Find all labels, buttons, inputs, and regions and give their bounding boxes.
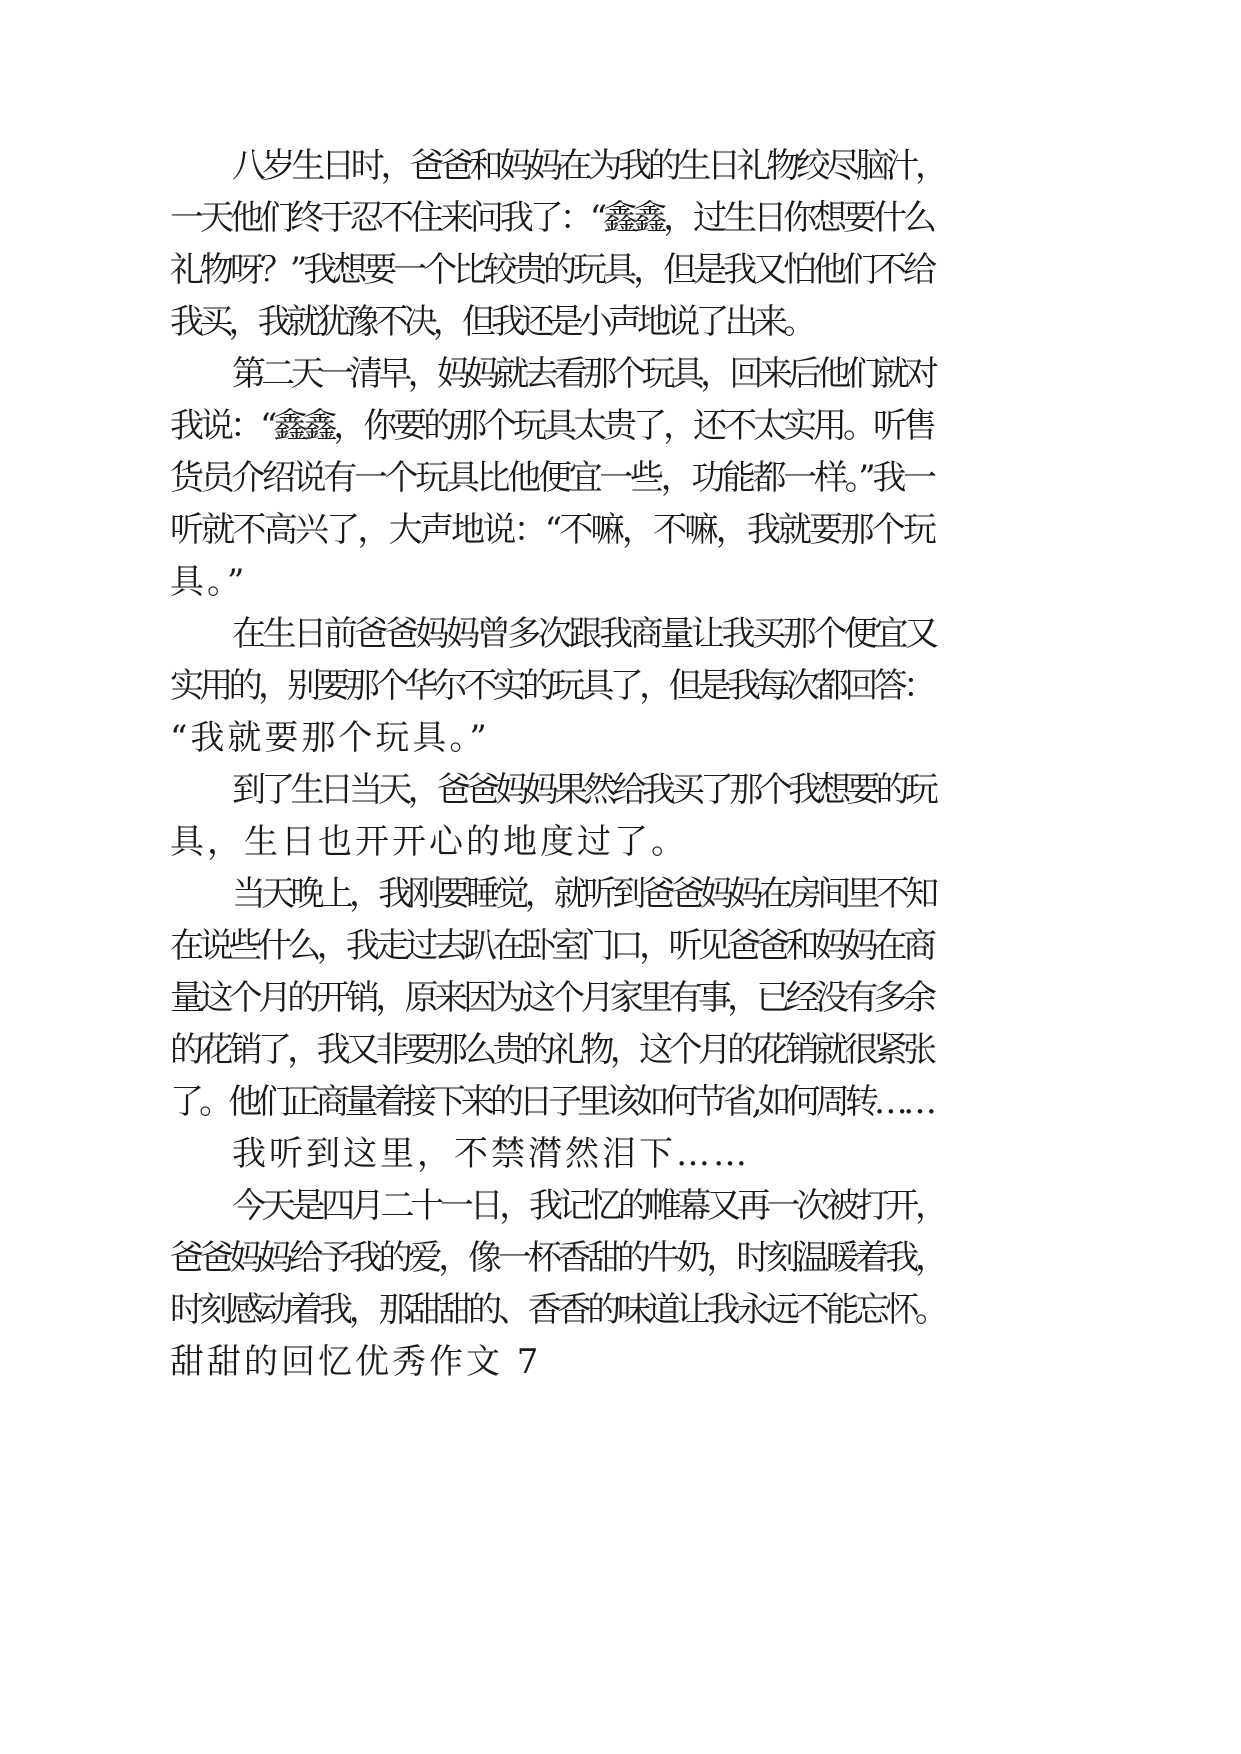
text-line-content: 具，生日也开开心的地度过了。 — [170, 822, 688, 862]
text-line — [0, 1030, 1241, 1070]
text-line — [0, 510, 1241, 550]
text-line-content: 在说些什么，我走过去趴在卧室门口，听见爸爸和妈妈在商 — [170, 926, 933, 966]
text-line-content: 量这个月的开销，原来因为这个月家里有事，已经没有多余 — [170, 978, 933, 1018]
text-line — [0, 1186, 1241, 1226]
text-line-content: 我听到这里，不禁潸然泪下…… — [232, 1134, 750, 1174]
text-line-content: 在生日前爸爸妈妈曾多次跟我商量让我买那个便宜又 — [232, 614, 936, 654]
text-line-content: 今天是四月二十一日，我记忆的帷幕又再一次被打开， — [232, 1186, 945, 1226]
text-line-content: 听就不高兴了，大声地说：“不嘛，不嘛，我就要那个玩 — [170, 510, 935, 550]
text-line — [0, 770, 1241, 810]
text-line — [0, 614, 1241, 654]
text-line-content: 具。” — [170, 562, 248, 602]
text-line — [0, 1134, 1241, 1174]
text-line-content: 货员介绍说有一个玩具比他便宜一些，功能都一样。”我一 — [170, 458, 934, 498]
text-line — [0, 458, 1241, 498]
text-line — [0, 198, 1241, 238]
text-line — [0, 926, 1241, 966]
text-line-content: 我买，我就犹豫不决，但我还是小声地说了出来。 — [170, 302, 813, 342]
text-line-content: 第二天一清早，妈妈就去看那个玩具，回来后他们就对 — [232, 354, 935, 394]
text-line-content: “我就要那个玩具。” — [170, 718, 490, 758]
text-line — [0, 406, 1241, 446]
text-line-content: 实用的，别要那个华尔不实的玩具了，但是我每次都回答： — [170, 666, 933, 706]
text-line — [0, 874, 1241, 914]
text-line — [0, 666, 1241, 706]
text-line — [0, 302, 1241, 342]
section-heading — [0, 1342, 1241, 1382]
text-line — [0, 354, 1241, 394]
text-line — [0, 562, 1241, 602]
text-line-content: 时刻感动着我，那甜甜的、香香的味道让我永远不能忘怀。 — [170, 1290, 945, 1330]
text-line-content: 八岁生日时，爸爸和妈妈在为我的生日礼物绞尽脑汁， — [232, 146, 945, 186]
text-line — [0, 718, 1241, 758]
heading-text: 甜甜的回忆优秀作文 7 — [170, 1342, 542, 1382]
text-line — [0, 1290, 1241, 1330]
text-line-content: 我说：“鑫鑫，你要的那个玩具太贵了，还不太实用。听售 — [170, 406, 933, 446]
text-line-content: 的花销了，我又非要那么贵的礼物，这个月的花销就很紧张 — [170, 1030, 933, 1070]
text-line-content: 礼物呀？”我想要一个比较贵的玩具，但是我又怕他们不给 — [170, 250, 933, 290]
text-line — [0, 822, 1241, 862]
text-line-content: 爸爸妈妈给予我的爱，像一杯香甜的牛奶，时刻温暖着我， — [170, 1238, 945, 1278]
text-line — [0, 978, 1241, 1018]
text-line — [0, 1082, 1241, 1122]
text-line — [0, 1238, 1241, 1278]
text-line — [0, 146, 1241, 186]
text-line-content: 到了生日当天，爸爸妈妈果然给我买了那个我想要的玩 — [232, 770, 935, 810]
text-line-content: 当天晚上，我刚要睡觉，就听到爸爸妈妈在房间里不知 — [232, 874, 935, 914]
text-line — [0, 250, 1241, 290]
text-line-content: 了。他们正商量着接下来的日子里该如何节省,如何周转…… — [170, 1082, 933, 1122]
text-line-content: 一天他们终于忍不住来问我了：“鑫鑫，过生日你想要什么 — [170, 198, 933, 238]
